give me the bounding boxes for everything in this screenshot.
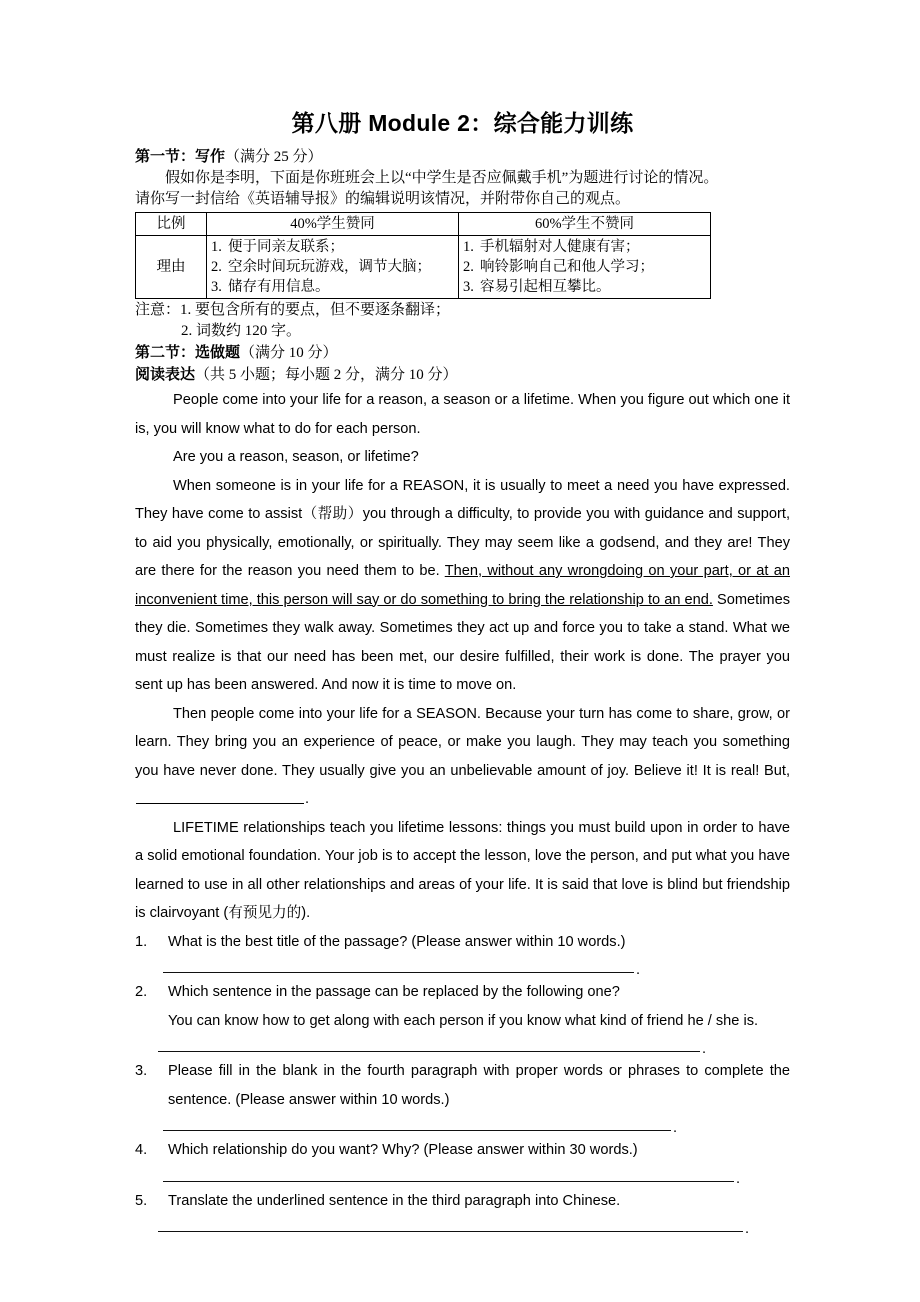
question-number: 4. xyxy=(135,1142,148,1158)
question-text: What is the best title of the passage? (Please answer within 10 words.) xyxy=(168,933,626,950)
table-cell-reason-label: 理由 xyxy=(136,236,207,299)
list-item xyxy=(211,237,454,257)
answer-rule[interactable] xyxy=(158,1051,700,1052)
question-item-5 xyxy=(135,1187,790,1216)
reading-expression-label: 阅读表达 xyxy=(135,367,196,383)
list-item-number: 1. xyxy=(463,239,474,255)
question-item-3 xyxy=(135,1057,790,1114)
passage-paragraph-3 xyxy=(135,472,790,700)
list-item xyxy=(463,277,706,297)
passage-p3-underlined-sentence: Then, without any wrongdoing on your part, or at an inconvenient time, this person will say or do something to bring the relationship to an end. xyxy=(135,563,790,608)
list-item-text: 便于同亲友联系； xyxy=(228,239,344,255)
question-number: 1. xyxy=(135,933,148,950)
question-item-2 xyxy=(135,978,790,1035)
list-item xyxy=(211,277,454,297)
question-text: Please fill in the blank in the fourth paragraph with proper words or phrases to complete the sentence. (Please answer within 10 words.) xyxy=(168,1063,790,1108)
list-item-number: 1. xyxy=(211,239,222,255)
list-item-number: 2. xyxy=(211,259,222,275)
answer-line-2[interactable] xyxy=(135,1035,790,1057)
question-item-4 xyxy=(135,1136,790,1165)
list-item-number: 2. xyxy=(463,259,474,275)
reading-expression-points: （共 5 小题；每小题 2 分，满分 10 分） xyxy=(195,367,458,383)
passage-p3-part-b: Sometimes they die. Sometimes they walk away. Sometimes they act up and force you to take a stand. What we must realize is that our need has been met, our desire fulfilled, their work is done. The prayer you sent up has been answered. And now it is time to move on. xyxy=(135,591,791,693)
list-item xyxy=(211,257,454,277)
passage-paragraph-2: Are you a reason, season, or lifetime? xyxy=(173,449,419,465)
question-subtext: You can know how to get along with each person if you know what kind of friend he / she is. xyxy=(168,1012,759,1029)
table-row-header xyxy=(136,213,711,236)
passage-paragraph-4 xyxy=(135,700,790,814)
reading-expression-heading xyxy=(135,364,790,386)
answer-line-5[interactable] xyxy=(135,1215,790,1237)
answer-period: . xyxy=(702,1041,707,1057)
passage-paragraph-1: People come into your life for a reason, a season or a lifetime. When you figure out which one it is, you will know what to do for each person. xyxy=(135,392,790,437)
answer-line-3[interactable] xyxy=(135,1114,790,1136)
question-list xyxy=(135,928,790,1238)
question-text: Translate the underlined sentence in the third paragraph into Chinese. xyxy=(168,1192,621,1209)
agree-reason-list xyxy=(211,237,454,297)
writing-prompt-line-1: 假如你是李明，下面是你班班会上以“中学生是否应佩戴手机”为题进行讨论的情况。 xyxy=(165,170,719,186)
list-item-text: 储存有用信息。 xyxy=(228,279,330,295)
list-item-text: 容易引起相互攀比。 xyxy=(480,279,611,295)
answer-period: . xyxy=(673,1120,678,1136)
answer-period: . xyxy=(745,1221,750,1237)
passage-p4-part-a: Then people come into your life for a SEASON. Because your turn has come to share, grow, or learn. They bring you an experience of peace, or make you laugh. They may teach you something you have never done. They usually give you an unbelievable amount of joy. Believe it! It is real! But, xyxy=(135,705,790,779)
answer-rule[interactable] xyxy=(158,1231,743,1232)
section-one-heading-label: 第一节：写作 xyxy=(135,149,226,165)
list-item xyxy=(463,237,706,257)
opinion-table xyxy=(135,212,711,299)
section-one-heading-points: （满分 25 分） xyxy=(225,149,323,165)
writing-note-2-text: 2. 词数约 120 字。 xyxy=(181,323,302,339)
passage-p3-part-a: When someone is in your life for a REASON, it is usually to meet a need you have expressed. They have come to assist（帮助）you through a difficulty, to provide you with guidance and support, to aid you physically, emotionally, or spiritually. They may seem like a godsend, and they are! They are there for the reason you need them to be. xyxy=(135,477,790,579)
list-item-number: 3. xyxy=(211,279,222,295)
question-number: 5. xyxy=(135,1192,148,1209)
table-row-reasons xyxy=(136,236,711,299)
table-cell-agree-header: 40%学生赞同 xyxy=(207,213,459,236)
table-cell-disagree-reasons xyxy=(459,236,711,299)
disagree-reason-list xyxy=(463,237,706,297)
writing-prompt-line-2: 请你写一封信给《英语辅导报》的编辑说明该情况，并附带你自己的观点。 xyxy=(135,191,631,207)
answer-rule[interactable] xyxy=(163,1130,671,1131)
writing-note-line-1 xyxy=(135,300,790,321)
section-one-heading xyxy=(135,146,790,168)
list-item-number: 3. xyxy=(463,279,474,295)
passage-p4-part-b: . xyxy=(305,791,310,807)
section-two-heading xyxy=(135,342,790,364)
answer-period: . xyxy=(636,962,641,978)
page-title: 第八册 Module 2：综合能力训练 xyxy=(291,110,634,136)
passage-p4-blank xyxy=(136,790,304,804)
question-text: Which relationship do you want? Why? (Please answer within 30 words.) xyxy=(168,1142,638,1158)
answer-line-1[interactable] xyxy=(135,956,790,978)
answer-period: . xyxy=(736,1170,741,1187)
writing-notes-label: 注意： xyxy=(135,302,181,318)
question-number: 3. xyxy=(135,1063,148,1079)
answer-rule[interactable] xyxy=(163,972,634,973)
list-item-text: 空余时间玩玩游戏，调节大脑； xyxy=(228,259,431,275)
table-cell-ratio-label: 比例 xyxy=(136,213,207,236)
list-item-text: 响铃影响自己和他人学习； xyxy=(480,259,654,275)
list-item-text: 手机辐射对人健康有害； xyxy=(480,239,640,255)
section-two-heading-label: 第二节：选做题 xyxy=(135,345,241,361)
writing-notes xyxy=(135,300,790,342)
question-number: 2. xyxy=(135,984,148,1000)
passage-paragraph-5: LIFETIME relationships teach you lifetime lessons: things you must build upon in order to have a solid emotional foundation. Your job is to accept the lesson, love the person, and put what you have learned to use in all other relationships and areas of your life. It is said that love is blind but friendship is clairvoyant (有预见力的). xyxy=(135,819,790,921)
question-text: Which sentence in the passage can be replaced by the following one? xyxy=(168,984,620,1000)
question-item-1 xyxy=(135,928,790,957)
writing-note-line-2 xyxy=(135,321,790,342)
writing-note-1-text: 1. 要包含所有的要点，但不要逐条翻译； xyxy=(180,302,451,318)
answer-rule[interactable] xyxy=(163,1181,734,1182)
list-item xyxy=(463,257,706,277)
table-cell-agree-reasons xyxy=(207,236,459,299)
section-two-heading-points: （满分 10 分） xyxy=(240,345,338,361)
answer-line-4[interactable] xyxy=(135,1165,790,1187)
table-cell-disagree-header: 60%学生不赞同 xyxy=(459,213,711,236)
